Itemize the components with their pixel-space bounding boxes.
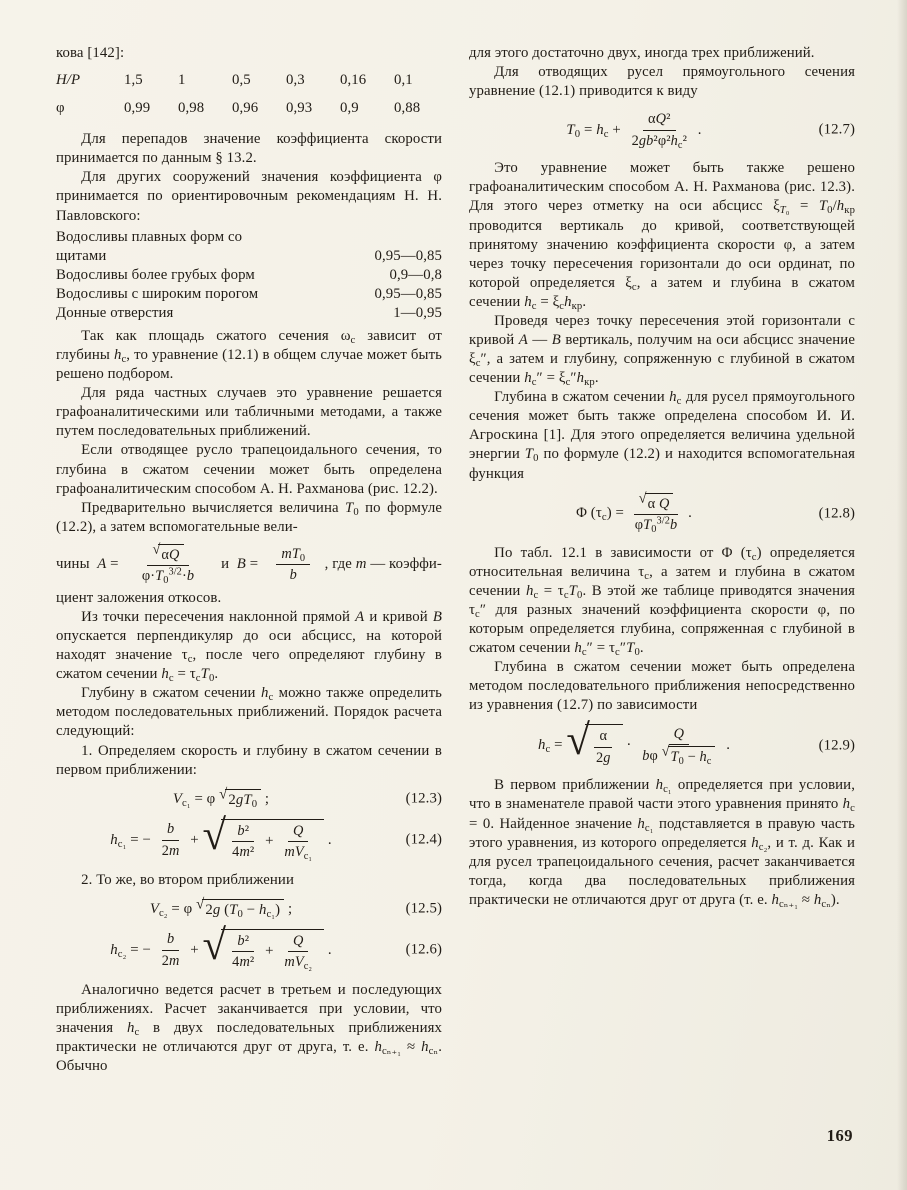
table-cell: 0,98: [178, 100, 205, 117]
fraction-denominator: [627, 131, 692, 151]
fraction: [227, 822, 259, 862]
fraction: [276, 545, 310, 585]
square-root: [566, 717, 622, 767]
formula-text: .: [324, 941, 332, 958]
display-equation: [469, 490, 855, 535]
fraction-denominator: [137, 566, 199, 586]
fraction-denominator: [157, 841, 185, 861]
text-paragraph: Для ряда частных случаев это уравнение решается графоаналитическими или табличными методами, а также путем последовательных приближений.: [56, 385, 442, 440]
radical-sign-icon: √: [202, 811, 227, 859]
fraction-numerator: [276, 545, 310, 566]
fraction-numerator: [288, 822, 308, 843]
table-cell: 0,99: [124, 100, 151, 117]
formula-text: αQ²: [648, 111, 671, 128]
radical-sign-icon: √: [202, 921, 227, 969]
text-paragraph: Это уравнение может быть также решено графоаналитическим способом А. Н. Рахманова (рис. 12.3). Для этого через отметку на оси абсцисс $\xi_{T_0} = T_0/h_{кр}$ проводится вертикаль до кривой, соответствующей принятому значению коэффициента скорости φ, а затем через точку пересечения горизонтали до оси ординат, по которой определяется $\xi_с$, а затем и глубина в сжатом сечении $h_с = \xi_сh_{кр}$.: [469, 160, 855, 312]
formula-text: b²: [237, 822, 250, 839]
display-equation: [56, 786, 442, 810]
formula-text: b²: [237, 932, 250, 949]
formula-text: 2m: [161, 842, 180, 859]
table-cell: 0,93: [286, 100, 313, 117]
square-root: [638, 490, 674, 514]
formula-text: .: [722, 737, 731, 754]
formula-text: +: [186, 941, 203, 958]
formula-text: 4m²: [232, 844, 255, 861]
display-equation: [56, 896, 442, 920]
formula-text: , где m — коэффи-: [324, 556, 442, 573]
fraction: [279, 932, 317, 972]
formula-text: $\varphi T_0^{3/2}b$: [634, 515, 678, 535]
formula-text: $V_{с_2} = \varphi$: [149, 900, 197, 919]
continuation-text: кова [142]:: [56, 45, 125, 61]
fraction-numerator: [643, 110, 676, 131]
equation-number: (12.9): [818, 737, 855, 754]
formula-text: и B =: [213, 556, 262, 573]
fraction-numerator: [634, 490, 679, 516]
fraction-numerator: [232, 932, 254, 953]
formula-text: +: [261, 833, 278, 850]
square-root: [196, 896, 284, 920]
display-equation: [469, 717, 855, 768]
display-equation: [56, 921, 442, 973]
table-cell: 0,5: [232, 72, 251, 89]
fraction: [157, 930, 185, 970]
fraction-numerator: [162, 930, 179, 951]
text-paragraph: Для отводящих русел прямоугольного сечения уравнение (12.1) приводится к виду: [469, 64, 855, 100]
formula-text: Q: [293, 932, 304, 949]
table-cell: 0,9: [340, 100, 359, 117]
text-paragraph: Глубина в сжатом сечении может быть определена методом последовательного приближения непосредственно из уравнения (12.7) по зависимости: [469, 659, 855, 714]
text-paragraph: 2. То же, во втором приближении: [81, 871, 294, 888]
fraction-denominator: [279, 842, 317, 862]
fraction: [137, 541, 199, 587]
radical-sign-icon: √: [638, 490, 647, 507]
display-equation: [469, 110, 855, 150]
recommendation-item: [56, 228, 442, 266]
text-paragraph: Аналогично ведется расчет в третьем и последующих приближениях. Расчет заканчивается при условии, что значения $h_с$ в двух последовательных приближениях практически не отличаются друг от друга, т. е. $h_{с_{n+1}} \approx h_{с_n}$. Обычно: [56, 981, 442, 1075]
square-root: [202, 921, 325, 973]
formula-text: 2g $(T_0 - h_{с_1})$: [205, 901, 281, 920]
formula-text: 2m: [161, 952, 180, 969]
formula-text: $mT_0$: [281, 545, 306, 564]
fraction: [630, 490, 683, 535]
fraction-denominator: [591, 748, 616, 768]
radical-sign-icon: √: [196, 896, 205, 913]
recommendation-item: [56, 266, 442, 285]
formula-text: чины A =: [56, 556, 123, 573]
equation-number: (12.6): [405, 941, 442, 958]
fraction-numerator: [288, 932, 308, 953]
text-paragraph: Так как площадь сжатого сечения $\omega_с$ зависит от глубины $h_с$, то уравнение (12.1) в общем случае может быть решено подбором.: [56, 328, 442, 383]
equation-number: (12.4): [405, 831, 442, 848]
fraction-denominator: [157, 951, 185, 971]
formula-text: +: [186, 831, 203, 848]
table-cell: 0,16: [340, 72, 367, 89]
fraction: [279, 822, 317, 862]
square-root: [661, 743, 716, 768]
formula-text: $V_{с_1} = \varphi$: [172, 790, 220, 809]
recommendation-label: Донные отверстия: [56, 304, 174, 321]
fraction-numerator: [147, 541, 188, 567]
radicand: [585, 724, 623, 767]
equation-body: [149, 896, 293, 920]
radical-sign-icon: √: [566, 717, 590, 765]
recommendation-value: 0,95—0,85: [374, 247, 442, 264]
formula-text: α: [599, 728, 608, 745]
text-paragraph: Глубину в сжатом сечении $h_с$ можно также определить методом последовательных приближений. Порядок расчета следующий:: [56, 685, 442, 740]
table-cell: 0,1: [394, 72, 413, 89]
equation-number: (12.8): [818, 505, 855, 522]
radical-sign-icon: √: [661, 743, 670, 760]
inline-formula-line: [56, 541, 442, 587]
recommendation-value: 1—0,95: [393, 304, 442, 321]
table-cell: 1: [178, 72, 186, 89]
text-paragraph: Если отводящее русло трапецоидального сечения, то глубина в сжатом сечении может быть определена графоаналитическим способом А. Н. Рахманова (рис. 12.2).: [56, 442, 442, 497]
display-equation: [56, 811, 442, 863]
table-cell: 0,3: [286, 72, 305, 89]
equation-body: [537, 717, 731, 768]
fraction-denominator: [630, 515, 683, 535]
fraction-denominator: [279, 952, 317, 972]
square-root: [152, 541, 183, 565]
right-column: [469, 44, 855, 1076]
fraction: [157, 820, 185, 860]
recommendation-item: [56, 304, 442, 323]
radical-sign-icon: √: [152, 541, 161, 558]
table-cell: H/P: [56, 72, 81, 89]
formula-text: ;: [261, 790, 270, 807]
fraction: [227, 932, 259, 972]
fraction-denominator: [227, 952, 259, 972]
formula-text: $2gT_0$: [228, 791, 258, 810]
radicand: [202, 899, 284, 920]
fraction-denominator: [285, 565, 302, 585]
text-paragraph: Из точки пересечения наклонной прямой A и кривой B опускается перпендикуляр до оси абсцисс, на которой находят значение $\tau_с$, после чего определяют глубину в сжатом сечении $h_с = \tau_сT_0$.: [56, 608, 443, 685]
recommendation-value: 0,9—0,8: [389, 266, 442, 283]
text-paragraph: для этого достаточно двух, иногда трех приближений.: [469, 45, 815, 61]
recommendation-value: 0,95—0,85: [374, 285, 442, 302]
table-cell: 0,96: [232, 100, 259, 117]
formula-text: b: [166, 821, 175, 838]
radicand: [645, 493, 674, 514]
formula-text: $h_с$ =: [537, 737, 567, 756]
text-paragraph: Для других сооружений значения коэффициента φ принимается по ориентировочным рекомендациям Н. Н. Павловского:: [56, 169, 442, 224]
radical-sign-icon: √: [219, 786, 228, 803]
equation-body: [566, 110, 701, 150]
formula-text: ·: [622, 737, 636, 754]
text-paragraph: В первом приближении $h_{с_1}$ определяется при условии, что в знаменателе правой части этого уравнения принято $h_с = 0$. Найденное значение $h_{с_1}$ подставляется в правую часть этого уравнения, из которого определяется $h_{с_2}$, и т. д. Как и для русел трапецоидального сечения, расчет заканчивается тогда, когда два последовательных приближения практически не отличаются друг от друга (т. е. $h_{с_{n+1}} \approx h_{с_n}$).: [469, 777, 855, 910]
recommendation-label: Водосливы более грубых форм: [56, 266, 255, 283]
text-paragraph: Глубина в сжатом сечении $h_с$ для русел прямоугольного сечения может быть также определена способом И. И. Агроскина [1]. Для этого определяется величина удельной энергии $T_0$ по формуле (12.2) и находится вспомогательная функция: [469, 389, 856, 482]
radicand: [221, 819, 324, 862]
formula-text: .: [684, 505, 692, 522]
formula-text: α Q: [647, 495, 670, 512]
equation-number: (12.5): [405, 900, 442, 917]
fraction-numerator: [669, 725, 689, 746]
text-paragraph: Для перепадов значение коэффициента скорости принимается по данным § 13.2.: [56, 131, 442, 167]
text-paragraph: По табл. 12.1 в зависимости от Φ $(\tau_с)$ определяется относительная величина $\tau_с$, а затем и глубина в сжатом сечении $h_с = \tau_сT_0$. В этой же таблице приводятся значения $\tau_с''$ для разных значений коэффициента скорости φ, по которым определяется глубина, сопряженная с глубиной в сжатом сечении $h_с'' = \tau_с''T_0$.: [469, 544, 856, 658]
formula-text: $mV_{с_1}$: [284, 844, 313, 863]
text-paragraph: Проведя через точку пересечения этой горизонтали с кривой A — B вертикаль, получим на оси абсцисс значение $\xi_с''$, а затем и глубину, сопряженную с глубиной в сжатом сечении $h_с'' = \xi_с''h_{кр}$.: [469, 312, 855, 389]
formula-text: αQ: [161, 546, 180, 563]
fraction-numerator: [162, 820, 179, 841]
fraction-denominator: [227, 842, 259, 862]
equation-body: [110, 921, 332, 973]
radicand: [158, 544, 183, 565]
formula-text: b: [166, 931, 175, 948]
radicand: [668, 746, 716, 767]
square-root: [219, 786, 261, 810]
left-column: [56, 44, 442, 1076]
recommendation-item: [56, 285, 442, 304]
table-cell: 1,5: [124, 72, 143, 89]
fraction: [591, 727, 616, 767]
recommendation-label: Водосливы с широким порогом: [56, 285, 259, 302]
formula-text: Q: [293, 822, 304, 839]
equation-body: [56, 541, 442, 587]
fraction: [637, 725, 720, 767]
formula-text: $\varphi\cdot T_0^{3/2}\cdot b$: [141, 566, 195, 587]
formula-text: 4m²: [232, 954, 255, 971]
fraction-numerator: [232, 822, 254, 843]
equation-number: (12.3): [405, 790, 442, 807]
formula-text: Φ $(\tau_с)$ =: [576, 505, 628, 524]
equation-body: [172, 786, 270, 810]
table-cell: 0,88: [394, 100, 421, 117]
radicand: [225, 789, 261, 810]
fraction-denominator: [637, 745, 720, 767]
formula-text: $h_{с_1}$ = −: [110, 831, 155, 850]
recommendation-label: Водосливы плавных форм со щитами: [56, 228, 243, 264]
text-paragraph: циент заложения откосов.: [56, 589, 222, 606]
formula-text: $T_0 - h_с$: [670, 749, 712, 768]
equation-body: [110, 811, 332, 863]
formula-text: Q: [673, 725, 685, 742]
page-number: 169: [826, 1126, 853, 1145]
equation-number: (12.7): [818, 121, 855, 138]
formula-text: ;: [284, 900, 293, 917]
text-paragraph: 1. Определяем скорость и глубину в сжатом сечении в первом приближении:: [56, 742, 442, 778]
formula-text: $mV_{с_2}$: [284, 954, 313, 973]
formula-text: .: [324, 831, 332, 848]
square-root: [202, 811, 325, 863]
formula-text: +: [261, 943, 278, 960]
formula-text: $h_{с_2}$ = −: [110, 941, 155, 960]
formula-text: .: [693, 121, 702, 138]
equation-body: [576, 490, 692, 535]
formula-text: $T_0 = h_с$ +: [566, 121, 625, 140]
fraction: [627, 110, 692, 150]
formula-text: bφ: [642, 748, 662, 765]
formula-text: 2g: [596, 749, 611, 766]
velocity-coefficient-table: [56, 71, 442, 118]
text-paragraph: Предварительно вычисляется величина $T_0$ по формуле (12.2), а затем вспомогательные вели-: [56, 499, 442, 535]
recommendation-list: [56, 228, 442, 323]
formula-text: $2gb^2\varphi^2h_с^2$: [631, 132, 687, 151]
table-cell: φ: [56, 100, 65, 117]
two-column-text: [56, 44, 855, 1076]
formula-text: b: [289, 567, 297, 584]
fraction-numerator: [594, 727, 612, 748]
radicand: [221, 929, 324, 972]
